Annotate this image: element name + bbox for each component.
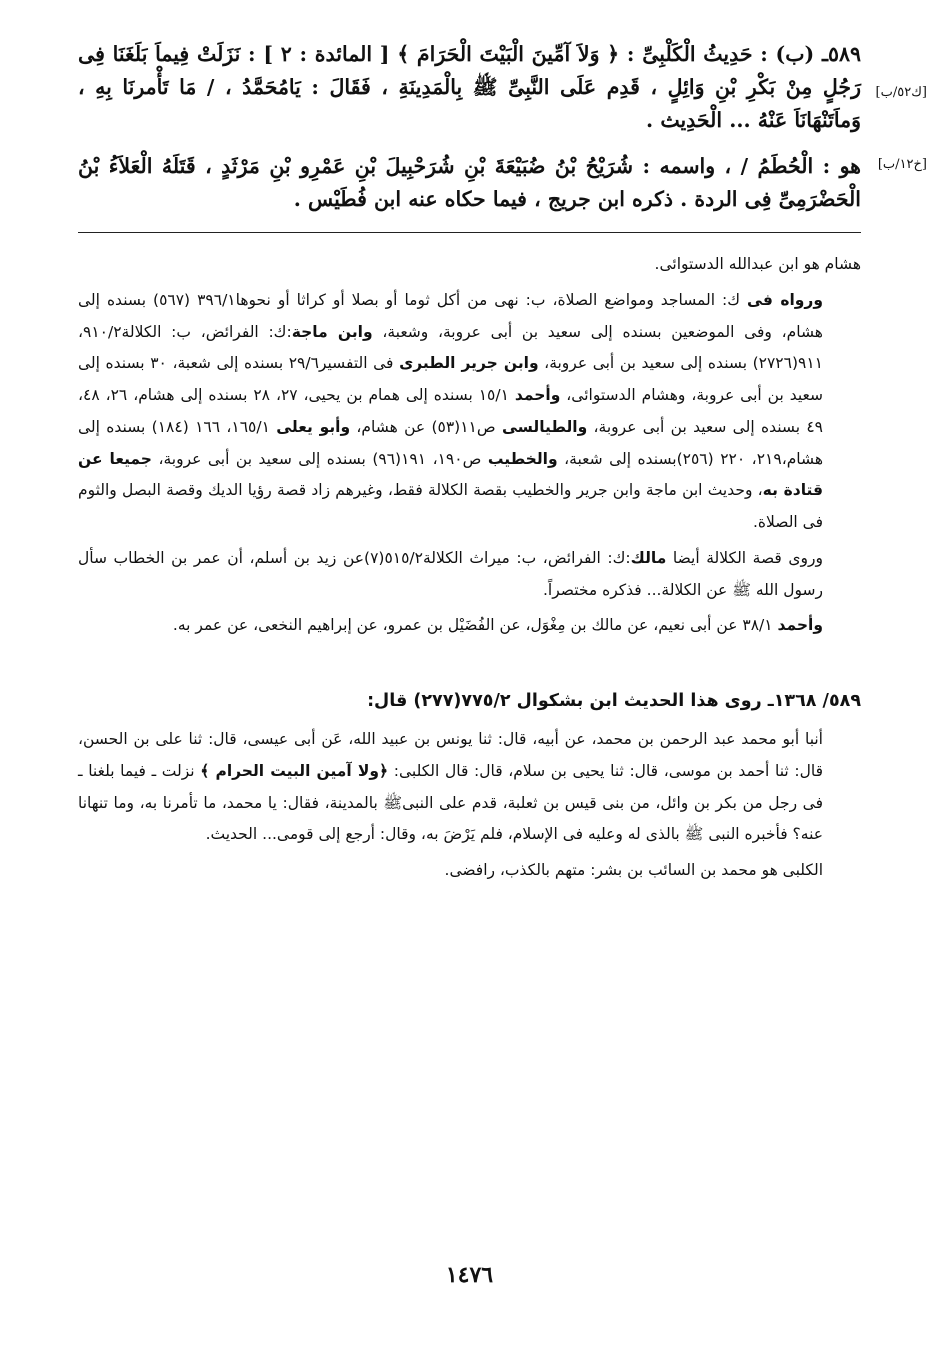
source-name: وأبو يعلى — [276, 417, 351, 436]
note-text: :ك: الفرائض، ب: الكلالة٩١٠/٢، ٩١١(٢٧٢٦) بسنده إلى سعيد بن أبى عروبة، — [78, 322, 824, 373]
note-takhrij — [78, 285, 861, 539]
quran-quote: ﴿ولا آمين البيت الحرام ﴾ — [200, 761, 389, 780]
note-text: ١٥/١ بسنده إلى همام بن يحيى، ٢٧، ٢٨ بسنده إلى هشام، ٢٦، ٤٨، ٤٩ بسنده إلى سعيد بن أبى عروبة، — [78, 386, 823, 436]
note-lead: ورواه فى — [747, 290, 823, 309]
manuscript-margin-note-kh: [خ١٢/ب] — [877, 156, 927, 172]
note-text: نزلت ـ فيما بلغنا ـ فى رجل من بكر بن وائل، من بنى قيس بن ثعلبة، قدم على النبىﷺ بالمدينة، فقال: يا محمد، ما تأمرنا به، وما تنهانا عنه؟ فأخبره النبى ﷺ بالذى له وعليه فى الإسلام، فلم يَرْضَ به، وقال: أرجع إلى قومى... الحديث. — [78, 761, 823, 844]
note-text: فى التفسير٢٩/٦ بسنده إلى شعبة، ٣٠ بسنده إلى سعيد بن أبى عروبة، وهشام الدستوائى، — [78, 354, 823, 405]
note-ahmad — [78, 610, 861, 642]
hadith-589-text: ٥٨٩ـ (ب) : حَدِيثُ الْكَلْبِىِّ : ﴿ وَلاَ آمِّينَ الْبَيْتَ الْحَرَامَ ﴾ [ المائدة : ٢ ] : نَزَلَتْ فِيماَ بَلَغَنَا فِى رَجُلٍ مِنْ بَكْرِ بْنِ وَائِلٍ ، قَدِم عَلَى النَّبِىِّ ﷺ بِالْمَدِينَةِ ، فَقَالَ : يَامُحَمَّدُ ، / مَا تَأْمرنَا بِهِ ، وَماَتَنْهَانَاَ عَنْهُ ... الْحَدِيث . — [78, 42, 861, 133]
hadith-589-paragraph — [78, 38, 927, 138]
hatam-identification-text: هو : الْحُطَمُ / ، واسمه : شُرَيْحُ بْنُ ضُبَيْعَةَ بْنِ شُرَحْبِيلَ بْنِ عَمْرِو بْنِ مَرْثَدٍ ، قَتَلَهُ الْعَلاَءُ بْنُ الْحَضْرَمِىِّ فِى الردة . ذكره ابن جريج ، فيما حكاه عنه ابن فُطَيْس . — [78, 153, 861, 211]
source-name: مالك — [630, 548, 667, 567]
page-number: ١٤٧٦ — [445, 1262, 494, 1288]
source-name: والخطيب — [487, 449, 558, 468]
source-name: وابن ماجة — [291, 322, 373, 341]
source-name: وابن جرير الطبرى — [399, 354, 539, 373]
note-hisham: هشام هو ابن عبدالله الدستوائى. — [654, 255, 861, 274]
note-text: ٣٨/١ عن أبى نعيم، عن مالك بن مِغْوَل، عن الفُضَيْل بن عمرو، عن إبراهيم النخعى، عن عمر به. — [172, 616, 778, 635]
source-name: وأحمد — [777, 616, 823, 635]
footnotes — [78, 249, 861, 887]
section-1368-kalbi-note: الكلبى هو محمد بن السائب بن بشر: متهم بالكذب، رافضى. — [444, 861, 823, 880]
footnote-separator — [78, 232, 861, 233]
note-text: ١٦٥/١، ١٦٦ (١٨٤) بسنده إلى هشام،٢١٩، ٢٢٠ (٢٥٦)بسنده إلى شعبة، — [78, 417, 824, 468]
note-text: أنبا أبو محمد عبد الرحمن بن محمد، عن أبيه، قال: ثنا يونس بن عبيد الله، عَن أبى عيسى، قال: ثنا على بن الحسن، قال: ثنا أحمد بن موسى، قال: ثنا يحيى بن سلام، قال: قال الكلبى: — [78, 730, 823, 780]
note-text: ص١١(٥٣) عن هشام، — [350, 417, 502, 436]
source-name: وأحمد — [514, 386, 561, 405]
note-text: وروى قصة الكلالة أيضا — [666, 548, 823, 567]
hatam-identification-paragraph — [78, 150, 927, 216]
section-1368-heading: ٥٨٩/ ١٣٦٨ـ روى هذا الحديث ابن بشكوال ٧٧٥/٢(٢٧٧) قال: — [367, 691, 861, 712]
manuscript-margin-note-k: [ك٥٢/ب] — [875, 85, 927, 100]
note-text: ك: المساجد ومواضع الصلاة، ب: نهى من أكل ثوما أو بصلا أو كراثا أو نحوها٣٩٦/١ (٥٦٧) بسنده إلى هشام، وفى الموضعين بسنده إلى سعيد بن أبى عروبة، وشعبة، — [78, 290, 823, 341]
note-text: ، وحديث ابن ماجة وابن جرير والخطيب بقصة الكلالة فقط، وغيرهم زاد قصة رؤيا الديك وقصة البصل والثوم فى الصلاة. — [78, 481, 823, 532]
source-summary: جميعا عن قتادة به — [78, 449, 823, 500]
hadith-main-text — [78, 38, 927, 216]
note-text: ص١٩٠، ١٩١(٩٦) بسنده إلى سعيد بن أبى عروبة، — [151, 449, 488, 468]
note-kalala — [78, 543, 861, 607]
source-name: والطيالسى — [501, 417, 588, 436]
section-1368-text — [78, 724, 861, 851]
note-text: :ك: الفرائض، ب: ميراث الكلالة٥١٥/٢(٧)عن زيد بن أسلم، أن عمر بن الخطاب سأل رسول الله ﷺ عن الكلالة... فذكره مختصراً. — [78, 548, 823, 599]
